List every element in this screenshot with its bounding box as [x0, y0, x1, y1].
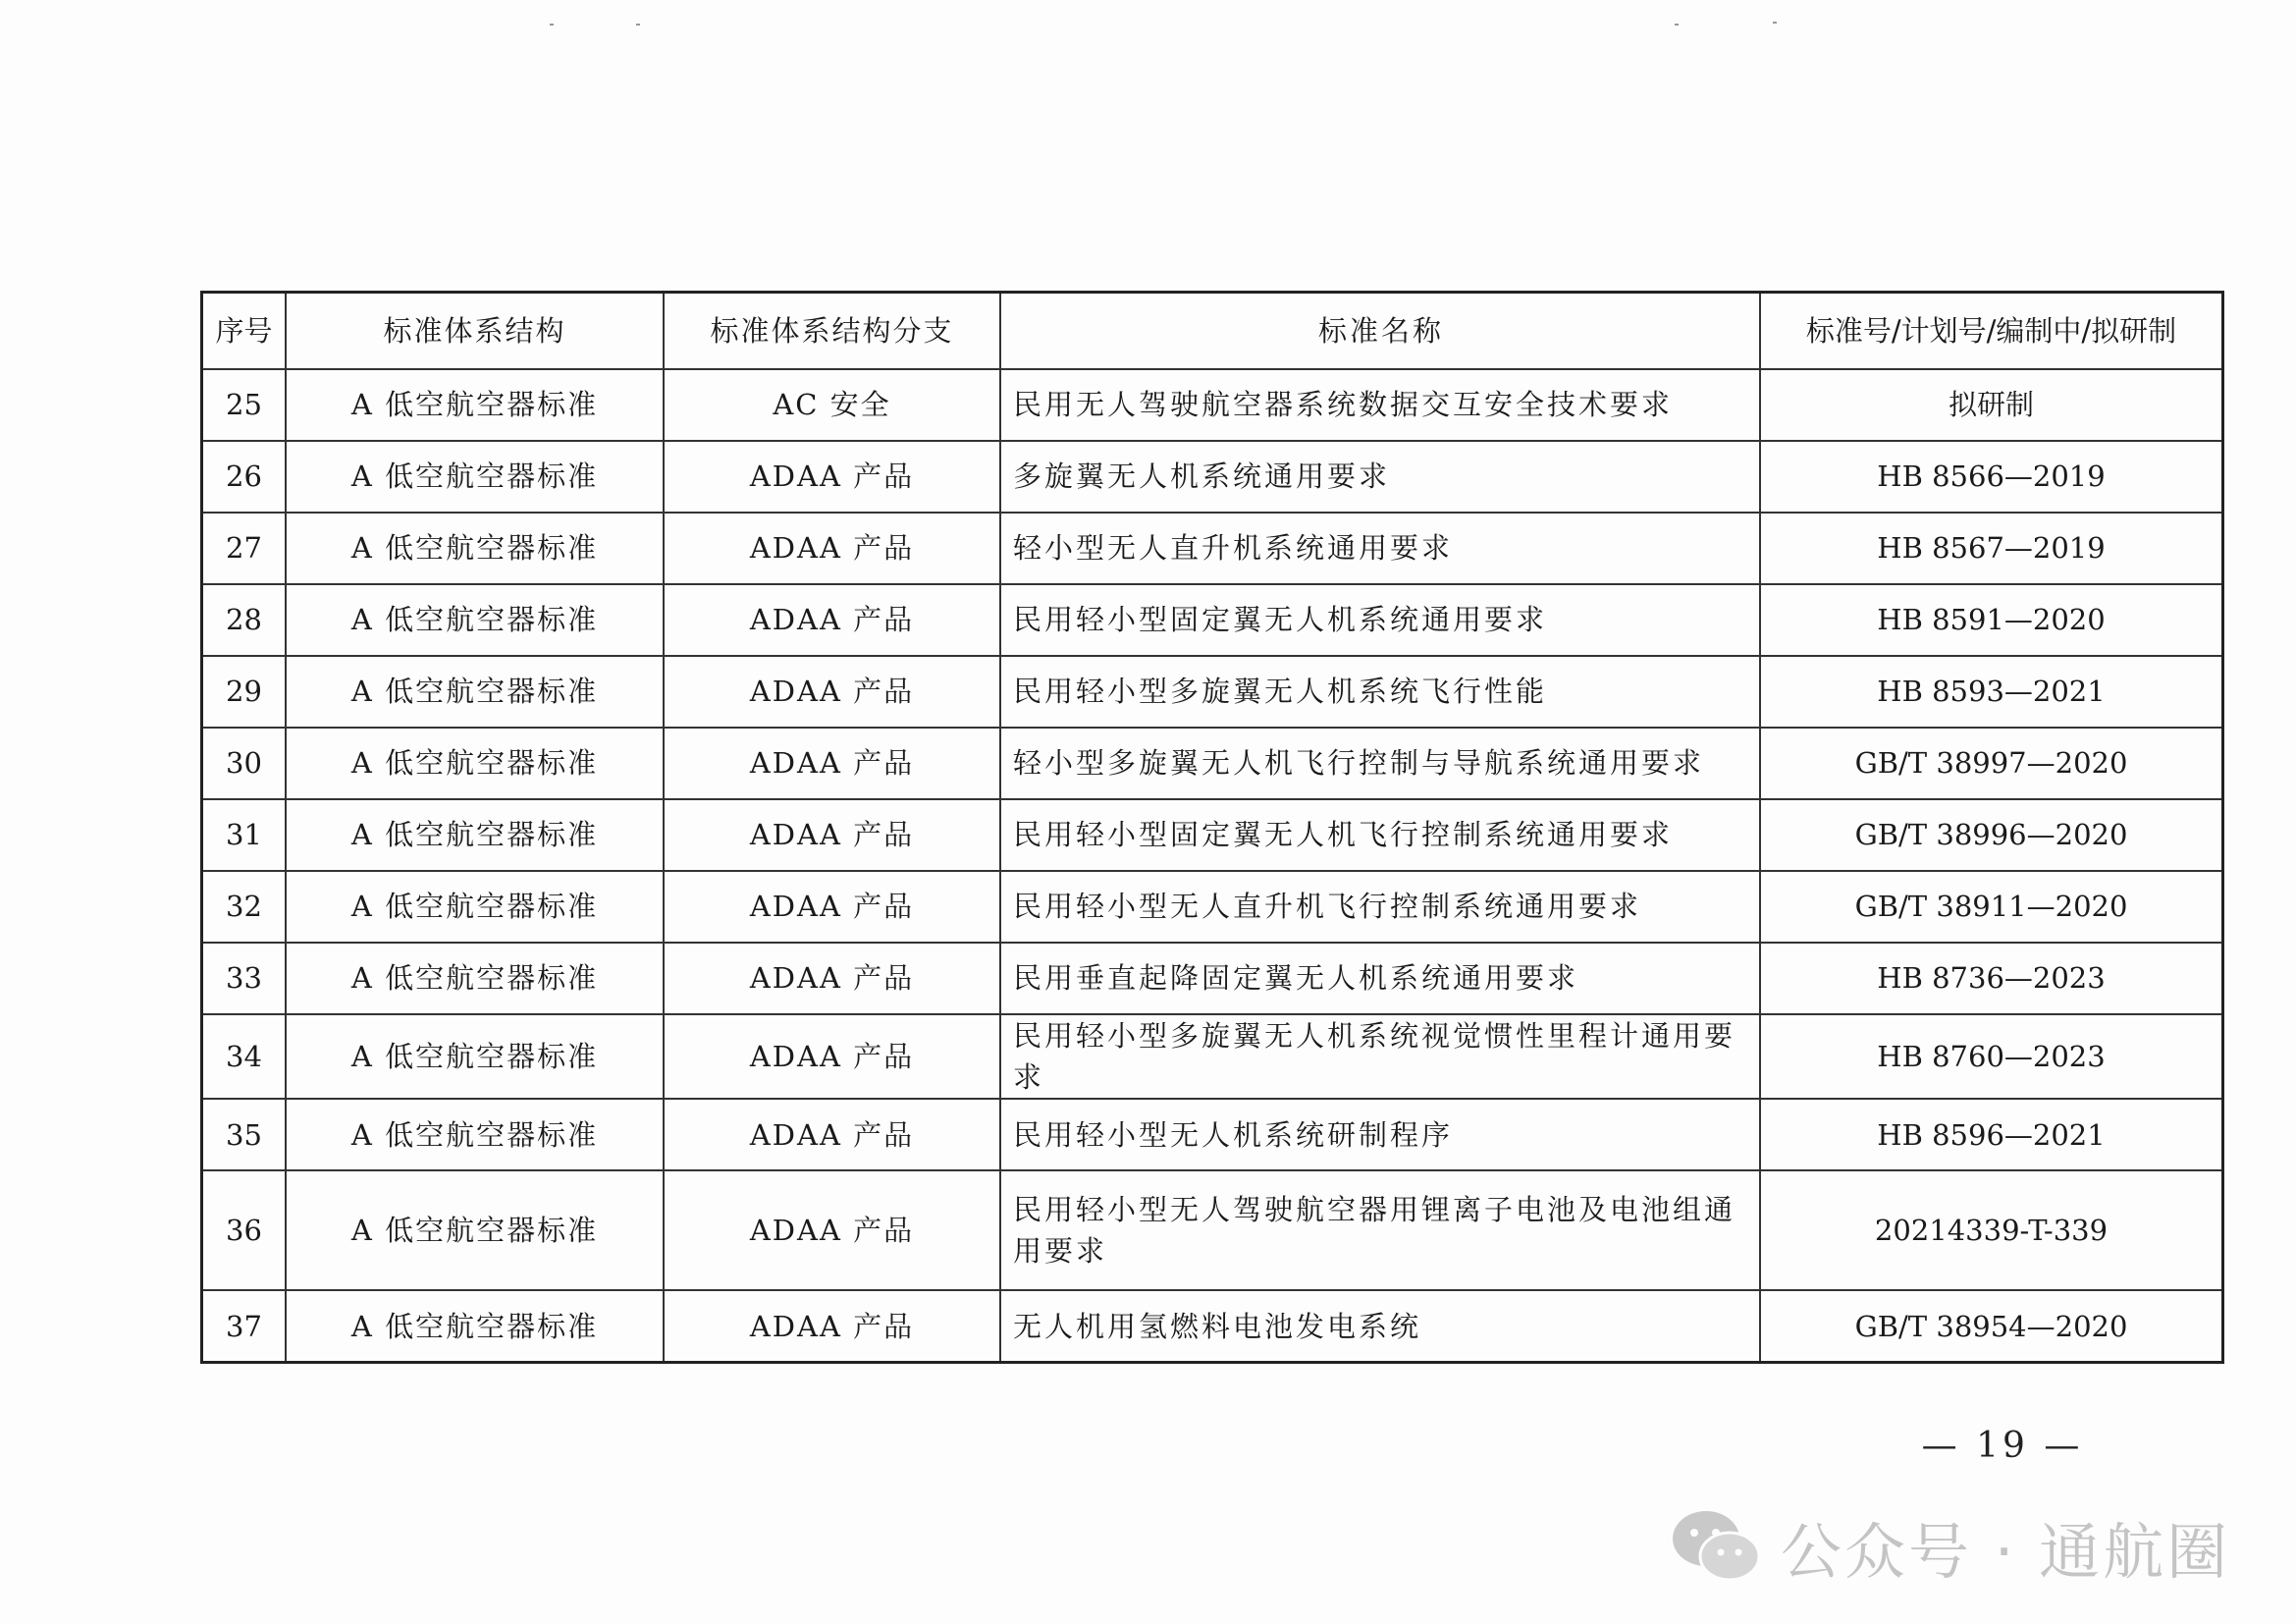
- row-index: 36: [202, 1170, 287, 1290]
- row-branch: ADAA 产品: [664, 871, 1000, 943]
- row-branch: ADAA 产品: [664, 1170, 1000, 1290]
- header-standard-code: 标准号/计划号/编制中/拟研制: [1760, 293, 2223, 370]
- row-branch: ADAA 产品: [664, 656, 1000, 728]
- row-structure: A 低空航空器标准: [286, 728, 664, 799]
- table-row: [202, 871, 2223, 943]
- table-row: [202, 1290, 2223, 1363]
- row-standard-code: HB 8593—2021: [1760, 656, 2223, 728]
- row-standard-code: GB/T 38911—2020: [1760, 871, 2223, 943]
- row-index: 26: [202, 441, 287, 513]
- row-index: 32: [202, 871, 287, 943]
- table-row: [202, 728, 2223, 799]
- row-standard-name: 民用轻小型多旋翼无人机系统视觉惯性里程计通用要求: [1000, 1014, 1760, 1099]
- table-row: [202, 1099, 2223, 1170]
- scan-speck: [1773, 22, 1777, 24]
- watermark: [1669, 1502, 2230, 1591]
- table-row: [202, 441, 2223, 513]
- scan-speck: [1675, 24, 1679, 26]
- row-standard-name: 民用轻小型多旋翼无人机系统飞行性能: [1000, 656, 1760, 728]
- row-branch: ADAA 产品: [664, 441, 1000, 513]
- scan-speck: [550, 24, 554, 26]
- row-structure: A 低空航空器标准: [286, 1014, 664, 1099]
- row-standard-code: HB 8566—2019: [1760, 441, 2223, 513]
- row-standard-code: HB 8596—2021: [1760, 1099, 2223, 1170]
- table-row: [202, 513, 2223, 584]
- page-number: — 19 —: [1921, 1426, 2084, 1466]
- row-standard-name: 无人机用氢燃料电池发电系统: [1000, 1290, 1760, 1363]
- row-standard-code: 拟研制: [1760, 369, 2223, 441]
- scan-speck: [636, 24, 640, 26]
- table-row: [202, 1014, 2223, 1099]
- row-index: 33: [202, 943, 287, 1014]
- row-index: 34: [202, 1014, 287, 1099]
- row-index: 27: [202, 513, 287, 584]
- row-structure: A 低空航空器标准: [286, 656, 664, 728]
- row-branch: ADAA 产品: [664, 513, 1000, 584]
- row-standard-name: 轻小型多旋翼无人机飞行控制与导航系统通用要求: [1000, 728, 1760, 799]
- row-index: 35: [202, 1099, 287, 1170]
- row-standard-code: HB 8591—2020: [1760, 584, 2223, 656]
- row-standard-code: HB 8760—2023: [1760, 1014, 2223, 1099]
- row-standard-name: 民用轻小型无人直升机飞行控制系统通用要求: [1000, 871, 1760, 943]
- row-standard-name: 民用轻小型固定翼无人机飞行控制系统通用要求: [1000, 799, 1760, 871]
- row-index: 25: [202, 369, 287, 441]
- row-standard-code: 20214339-T-339: [1760, 1170, 2223, 1290]
- row-branch: ADAA 产品: [664, 1290, 1000, 1363]
- wechat-icon: [1669, 1507, 1763, 1586]
- row-structure: A 低空航空器标准: [286, 513, 664, 584]
- header-structure: 标准体系结构: [286, 293, 664, 370]
- row-structure: A 低空航空器标准: [286, 943, 664, 1014]
- row-branch: ADAA 产品: [664, 1014, 1000, 1099]
- row-index: 29: [202, 656, 287, 728]
- row-structure: A 低空航空器标准: [286, 441, 664, 513]
- row-branch: ADAA 产品: [664, 728, 1000, 799]
- row-standard-name: 民用无人驾驶航空器系统数据交互安全技术要求: [1000, 369, 1760, 441]
- table-header-row: [202, 293, 2223, 370]
- header-branch: 标准体系结构分支: [664, 293, 1000, 370]
- header-index: 序号: [202, 293, 287, 370]
- row-branch: ADAA 产品: [664, 943, 1000, 1014]
- row-structure: A 低空航空器标准: [286, 1290, 664, 1363]
- standards-table: [200, 291, 2224, 1364]
- table-row: [202, 943, 2223, 1014]
- row-index: 37: [202, 1290, 287, 1363]
- row-standard-code: GB/T 38996—2020: [1760, 799, 2223, 871]
- row-structure: A 低空航空器标准: [286, 1170, 664, 1290]
- table-row: [202, 1170, 2223, 1290]
- row-standard-name: 民用轻小型无人机系统研制程序: [1000, 1099, 1760, 1170]
- row-structure: A 低空航空器标准: [286, 584, 664, 656]
- table-body: [202, 369, 2223, 1363]
- header-standard-name: 标准名称: [1000, 293, 1760, 370]
- row-standard-code: GB/T 38954—2020: [1760, 1290, 2223, 1363]
- row-branch: ADAA 产品: [664, 799, 1000, 871]
- row-standard-name: 民用轻小型固定翼无人机系统通用要求: [1000, 584, 1760, 656]
- row-index: 28: [202, 584, 287, 656]
- row-standard-name: 轻小型无人直升机系统通用要求: [1000, 513, 1760, 584]
- table-row: [202, 656, 2223, 728]
- row-structure: A 低空航空器标准: [286, 369, 664, 441]
- table-row: [202, 584, 2223, 656]
- row-index: 31: [202, 799, 287, 871]
- row-branch: AC 安全: [664, 369, 1000, 441]
- row-index: 30: [202, 728, 287, 799]
- row-structure: A 低空航空器标准: [286, 799, 664, 871]
- row-structure: A 低空航空器标准: [286, 871, 664, 943]
- row-standard-name: 民用垂直起降固定翼无人机系统通用要求: [1000, 943, 1760, 1014]
- row-standard-code: GB/T 38997—2020: [1760, 728, 2223, 799]
- row-standard-name: 多旋翼无人机系统通用要求: [1000, 441, 1760, 513]
- table-row: [202, 369, 2223, 441]
- row-branch: ADAA 产品: [664, 584, 1000, 656]
- table-row: [202, 799, 2223, 871]
- row-structure: A 低空航空器标准: [286, 1099, 664, 1170]
- row-standard-code: HB 8567—2019: [1760, 513, 2223, 584]
- watermark-text: 公众号 · 通航圈: [1781, 1515, 2231, 1588]
- row-branch: ADAA 产品: [664, 1099, 1000, 1170]
- row-standard-name: 民用轻小型无人驾驶航空器用锂离子电池及电池组通用要求: [1000, 1170, 1760, 1290]
- row-standard-code: HB 8736—2023: [1760, 943, 2223, 1014]
